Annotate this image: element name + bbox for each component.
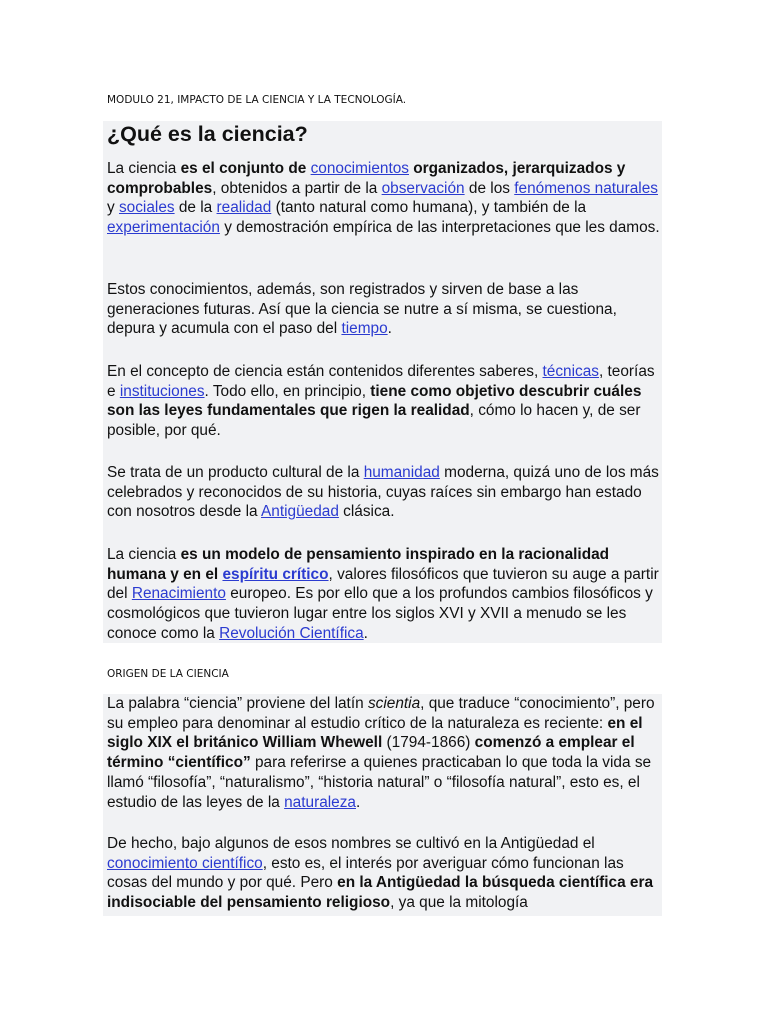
bold-text: comenzó a emplear el término “científico” xyxy=(107,734,635,772)
text: de los xyxy=(464,179,515,197)
paragraph-modelo-pensamiento xyxy=(107,545,660,644)
bold-text: es un modelo de pensamiento inspirado en la racionalidad humana y en el xyxy=(107,546,610,583)
text: . Todo ello, en principio, xyxy=(204,382,371,400)
text: . xyxy=(355,793,361,811)
paragraph-antiguedad xyxy=(107,834,660,913)
link-espiritu-critico[interactable]: espíritu crítico xyxy=(222,565,329,583)
link-humanidad[interactable]: humanidad xyxy=(363,464,440,481)
link-fenomenos-naturales[interactable]: fenómenos naturales xyxy=(514,179,658,197)
italic-text: scientia xyxy=(367,695,421,712)
link-sociales[interactable]: sociales xyxy=(118,199,175,217)
bold-text: es el conjunto de xyxy=(180,160,311,177)
text: La ciencia xyxy=(107,160,181,177)
paragraph-registro xyxy=(107,280,660,339)
link-tiempo[interactable]: tiempo xyxy=(341,320,388,338)
paragraph-definition xyxy=(107,159,660,238)
text: moderna, quizá uno de los más celebrados y reconocidos de su historia, cuyas raíces sin embargo han estado con nosotros desde la xyxy=(107,464,659,521)
paragraph-origen xyxy=(107,694,660,812)
link-revolucion-cientifica[interactable]: Revolución Científica xyxy=(219,624,364,642)
text: para referirse a quienes practicaban lo que toda la vida se llamó “filosofía”, “naturalismo”, “historia natural” o “filosofía natural”, esto es, el estudio de las leyes de la xyxy=(107,754,652,811)
link-naturaleza[interactable]: naturaleza xyxy=(284,793,356,811)
text: , valores filosóficos que tuvieron su auge a partir del xyxy=(107,565,659,603)
link-conocimiento-cientifico[interactable]: conocimiento científico xyxy=(107,854,263,872)
module-title: MODULO 21, IMPACTO DE LA CIENCIA Y LA TECNOLOGÍA. xyxy=(107,94,407,106)
text: La ciencia xyxy=(107,546,181,563)
link-conocimientos[interactable]: conocimientos xyxy=(310,160,409,177)
bold-text: en la Antigüedad la búsqueda científica era indisociable del pensamiento religioso xyxy=(107,874,654,912)
text: (tanto natural como humana), y también de la xyxy=(271,199,587,217)
link-renacimiento[interactable]: Renacimiento xyxy=(131,585,226,603)
paragraph-producto-cultural xyxy=(107,463,660,522)
text: , cómo lo hacen y, de ser posible, por qué. xyxy=(107,402,641,440)
link-realidad[interactable]: realidad xyxy=(216,199,272,217)
text: , obtenidos a partir de la xyxy=(212,179,382,197)
link-experimentacion[interactable]: experimentación xyxy=(107,219,220,237)
text: de la xyxy=(174,199,217,217)
text: La palabra “ciencia” proviene del latín xyxy=(107,695,368,712)
text: europeo. Es por ello que a los profundos cambios filosóficos y cosmológicos que tuvieron lugar entre los siglos XVI y XVII a menudo se les conoce como la xyxy=(107,585,653,642)
text: Se trata de un producto cultural de la xyxy=(107,464,364,481)
text: y demostración empírica de las interpretaciones que les damos. xyxy=(219,219,660,237)
section-title-origen: ORIGEN DE LA CIENCIA xyxy=(107,668,229,680)
text: , ya que la mitología xyxy=(390,894,528,912)
bold-text: en el siglo XIX el británico William Whewell xyxy=(107,714,643,752)
text: . xyxy=(363,624,368,642)
text: , que traduce “conocimiento”, pero su empleo para denominar al estudio crítico de la naturaleza es reciente: xyxy=(107,695,655,732)
text: , esto es, el interés por averiguar cómo funcionan las cosas del mundo y por qué. Pero xyxy=(107,854,624,892)
text: , teorías e xyxy=(107,363,655,400)
text: clásica. xyxy=(338,503,395,521)
link-tecnicas[interactable]: técnicas xyxy=(542,363,599,380)
link-instituciones[interactable]: instituciones xyxy=(119,382,205,400)
bold-text: organizados, jerarquizados y comprobables xyxy=(107,160,626,197)
link-antiguedad[interactable]: Antigüedad xyxy=(261,503,339,521)
page-title: ¿Qué es la ciencia? xyxy=(107,122,308,146)
text: De hecho, bajo algunos de esos nombres se cultivó en la Antigüedad el xyxy=(107,835,595,852)
text: y xyxy=(107,199,119,217)
bold-text: tiene como objetivo descubrir cuáles son las leyes fundamentales que rigen la realidad xyxy=(107,382,642,420)
text: Estos conocimientos, además, son registrados y sirven de base a las generaciones futuras. Así que la ciencia se nutre a sí misma, se cuestiona, depura y acumula con el paso del xyxy=(107,281,617,338)
link-observacion[interactable]: observación xyxy=(381,179,465,197)
text: (1794-1866) xyxy=(382,734,475,752)
paragraph-concepto xyxy=(107,362,660,441)
text: . xyxy=(387,320,392,338)
text: En el concepto de ciencia están contenidos diferentes saberes, xyxy=(107,363,543,380)
